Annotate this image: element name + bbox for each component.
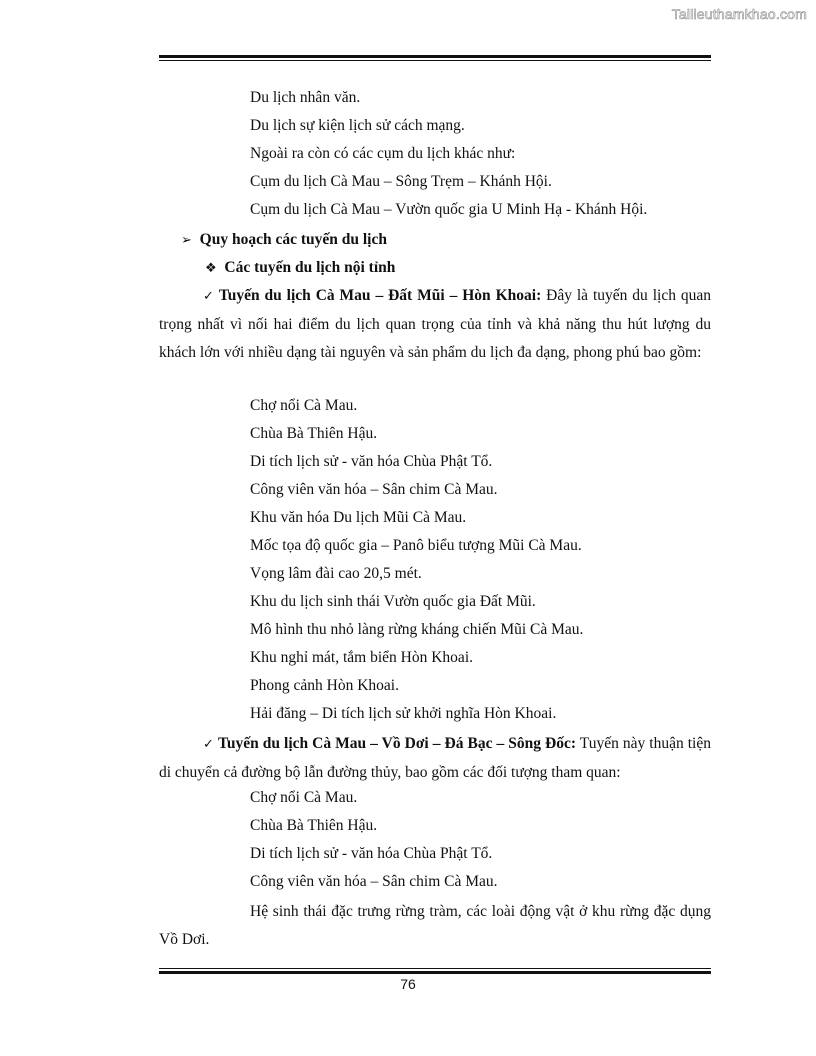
list-item: Phong cảnh Hòn Khoai. [250, 677, 399, 694]
subsection-heading: ❖ Các tuyến du lịch nội tỉnh [205, 258, 395, 279]
list-item: Chùa Bà Thiên Hậu. [250, 817, 378, 834]
arrow-bullet-icon: ➢ [181, 233, 192, 248]
list-item: Chợ nổi Cà Mau. [250, 397, 358, 414]
diamond-bullet-icon: ❖ [205, 261, 217, 276]
list-item: Vọng lâm đài cao 20,5 mét. [250, 565, 422, 582]
list-item: Du lịch sự kiện lịch sử cách mạng. [250, 117, 465, 134]
watermark: Tailieuthamkhao.com [671, 6, 807, 22]
list-item: Du lịch nhân văn. [250, 89, 361, 106]
header-rule [159, 55, 711, 61]
list-item: Khu du lịch sinh thái Vườn quốc gia Đất Mũi. [250, 593, 536, 610]
list-item: Chợ nổi Cà Mau. [250, 789, 358, 806]
list-item: Di tích lịch sử - văn hóa Chùa Phật Tổ. [250, 845, 493, 862]
page-number: 76 [400, 976, 416, 992]
footer-rule [159, 968, 711, 974]
list-item: Công viên văn hóa – Sân chim Cà Mau. [250, 873, 498, 890]
list-item: Công viên văn hóa – Sân chim Cà Mau. [250, 481, 498, 498]
check-bullet-icon: ✓ [203, 737, 214, 752]
check-bullet-icon: ✓ [203, 289, 214, 304]
list-item: Mốc tọa độ quốc gia – Panô biểu tượng Mũi Cà Mau. [250, 537, 582, 554]
route-paragraph: ✓ Tuyến du lịch Cà Mau – Vồ Dơi – Đá Bạc – Sông Đốc: Tuyến này thuận tiện di chuyển cả đường bộ lẫn đường thủy, bao gồm các đối tượng tham quan: [159, 730, 711, 787]
list-item: Hải đăng – Di tích lịch sử khởi nghĩa Hòn Khoai. [250, 705, 557, 722]
list-item: Cụm du lịch Cà Mau – Vườn quốc gia U Minh Hạ - Khánh Hội. [250, 201, 648, 218]
route-paragraph: ✓ Tuyến du lịch Cà Mau – Đất Mũi – Hòn Khoai: Đây là tuyến du lịch quan trọng nhất vì nối hai điểm du lịch quan trọng của tỉnh và khả năng thu hút lượng du khách lớn với nhiều dạng tài nguyên và sản phẩm du lịch đa dạng, phong phú bao gồm: [159, 282, 711, 367]
list-item: Khu nghỉ mát, tắm biển Hòn Khoai. [250, 649, 473, 666]
list-item: Di tích lịch sử - văn hóa Chùa Phật Tổ. [250, 453, 493, 470]
list-item: Mô hình thu nhỏ làng rừng kháng chiến Mũi Cà Mau. [250, 621, 584, 638]
list-item: Chùa Bà Thiên Hậu. [250, 425, 378, 442]
list-item: Khu văn hóa Du lịch Mũi Cà Mau. [250, 509, 467, 526]
section-heading: ➢ Quy hoạch các tuyến du lịch [181, 230, 387, 251]
closing-paragraph: Hệ sinh thái đặc trưng rừng tràm, các loài động vật ở khu rừng đặc dụng Vồ Dơi. [159, 903, 711, 948]
list-item: Cụm du lịch Cà Mau – Sông Trẹm – Khánh Hội. [250, 173, 552, 190]
list-item: Ngoài ra còn có các cụm du lịch khác như: [250, 145, 516, 162]
